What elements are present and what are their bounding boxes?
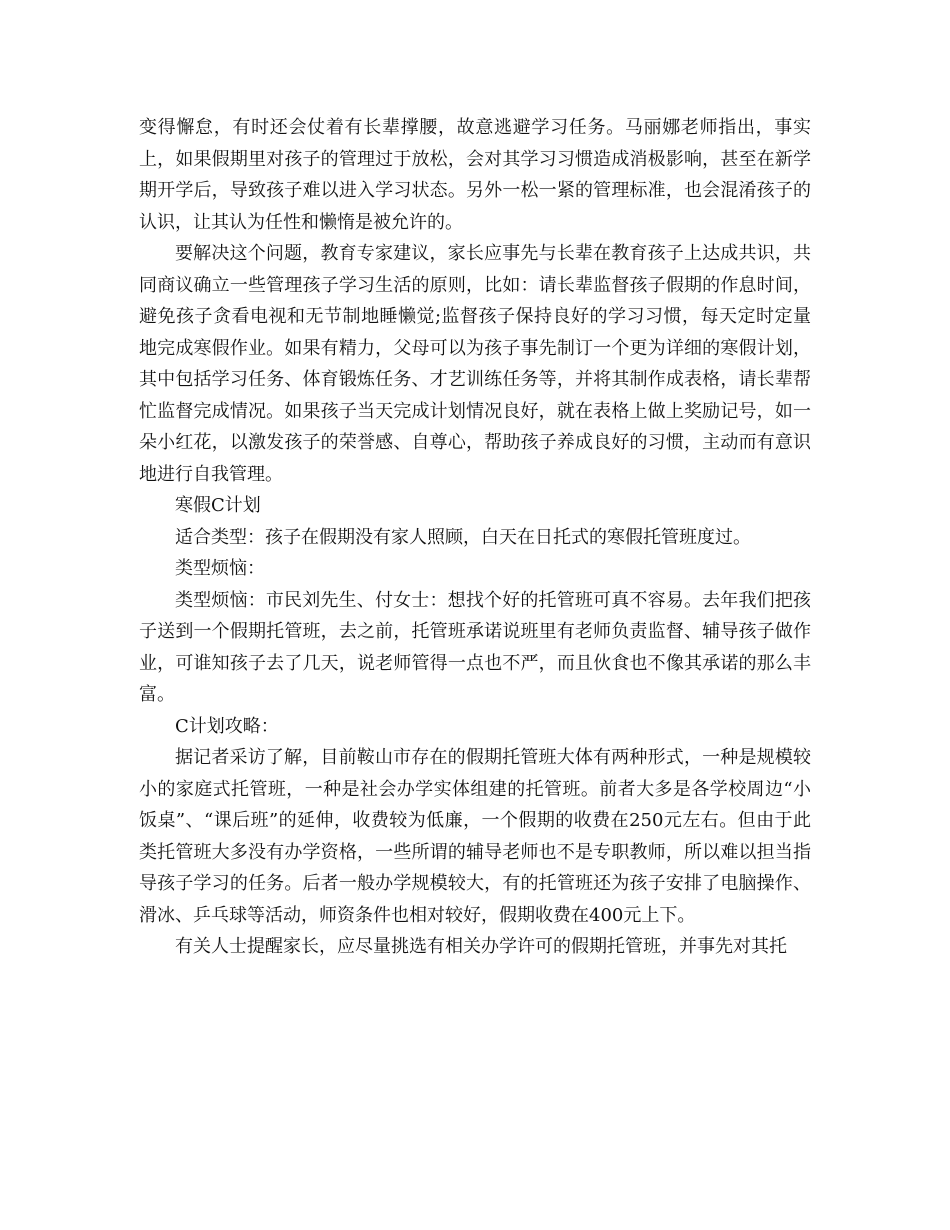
section-heading-plan-c: 寒假C计划: [175, 495, 261, 516]
paragraph-type-trouble: 类型烦恼：市民刘先生、付女士：想找个好的托管班可真不容易。去年我们把孩子送到一个假期托管班，去之前，托管班承诺说班里有老师负责监督、辅导孩子做作业，可谁知孩子去了几天，说老师管得一点也不严，而且伙食也不像其承诺的那么丰富。: [139, 589, 811, 705]
paragraph-type-trouble-label: 类型烦恼：: [175, 558, 265, 579]
paragraph-2: 要解决这个问题，教育专家建议，家长应事先与长辈在教育孩子上达成共识，共同商议确立一些管理孩子学习生活的原则，比如：请长辈监督孩子假期的作息时间，避免孩子贪看电视和无节制地睡懒觉;监督孩子保持良好的学习习惯，每天定时定量地完成寒假作业。如果有精力，父母可以为孩子事先制订一个更为详细的寒假计划，其中包括学习任务、体育锻炼任务、才艺训练任务等，并将其制作成表格，请长辈帮忙监督完成情况。如果孩子当天完成计划情况良好，就在表格上做上奖励记号，如一朵小红花，以激发孩子的荣誉感、自尊心，帮助孩子养成良好的习惯，主动而有意识地进行自我管理。: [139, 243, 811, 485]
paragraph-reminder: 有关人士提醒家长，应尽量挑选有相关办学许可的假期托管班，并事先对其托: [175, 936, 787, 957]
paragraph-1: 变得懈怠，有时还会仗着有长辈撑腰，故意逃避学习任务。马丽娜老师指出，事实上，如果假期里对孩子的管理过于放松，会对其学习习惯造成消极影响，甚至在新学期开学后，导致孩子难以进入学习状态。另外一松一紧的管理标准，也会混淆孩子的认识，让其认为任性和懒惰是被允许的。: [139, 117, 811, 233]
paragraph-strategy: 据记者采访了解，目前鞍山市存在的假期托管班大体有两种形式，一种是规模较小的家庭式托管班，一种是社会办学实体组建的托管班。前者大多是各学校周边“小饭桌”、“课后班”的延伸，收费较为低廉，一个假期的收费在250元左右。但由于此类托管班大多没有办学资格，一些所谓的辅导老师也不是专职教师，所以难以担当指导孩子学习的任务。后者一般办学规模较大，有的托管班还为孩子安排了电脑操作、滑冰、乒乓球等活动，师资条件也相对较好，假期收费在400元上下。: [139, 747, 811, 926]
document-body: [139, 112, 811, 963]
paragraph-suitable-type: 适合类型：孩子在假期没有家人照顾，白天在日托式的寒假托管班度过。: [175, 526, 751, 548]
paragraph-strategy-label: C计划攻略：: [175, 715, 279, 737]
